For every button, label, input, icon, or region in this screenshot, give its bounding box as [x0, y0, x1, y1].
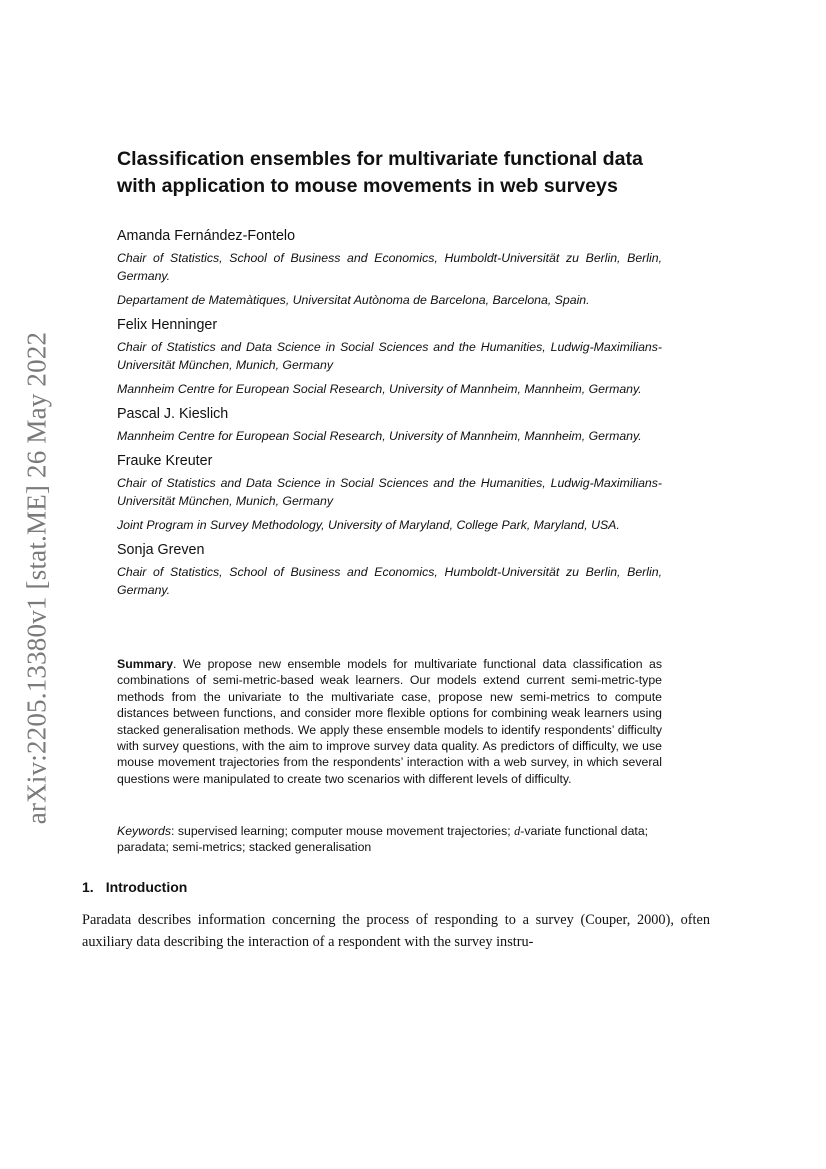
keywords-math-d: d [514, 824, 521, 838]
author-block [117, 451, 662, 534]
author-affiliation: Departament de Matemàtiques, Universitat Autònoma de Barcelona, Barcelona, Spain. [117, 293, 590, 307]
author-block [117, 404, 662, 445]
summary-text: . We propose new ensemble models for multivariate functional data classification as combinations of semi-metric-based weak learners. Our models extend current semi-metric-type methods from the univariate to the multivariate case, propose new semi-metrics to compute distances between functions, and consider more flexible options for combining weak learners using stacked generalisation methods. We apply these ensemble models to identify respondents’ difficulty with survey questions, with the aim to improve survey data quality. As predictors of difficulty, we use mouse movement trajectories from the respondents’ interaction with a web survey, in which several questions were manipulated to create two scenarios with different levels of difficulty. [117, 657, 662, 786]
section-number: 1. [82, 879, 94, 895]
section-heading-introduction [82, 879, 187, 895]
author-name: Frauke Kreuter [117, 453, 213, 469]
summary-label: Summary [117, 657, 174, 671]
author-affiliation: Chair of Statistics and Data Science in Social Sciences and the Humanities, Ludwig-Maximilians-Universität München, Munich, Germany [117, 340, 662, 372]
author-affiliation: Mannheim Centre for European Social Research, University of Mannheim, Mannheim, Germany. [117, 382, 642, 396]
author-affiliation: Chair of Statistics, School of Business and Economics, Humboldt-Universität zu Berlin, Berlin, Germany. [117, 565, 662, 597]
author-block [117, 540, 662, 599]
author-affiliation: Chair of Statistics, School of Business and Economics, Humboldt-Universität zu Berlin, Berlin, Germany. [117, 251, 662, 283]
keywords-text-start: : supervised learning; computer mouse movement trajectories; [171, 824, 515, 838]
author-name: Felix Henninger [117, 317, 218, 333]
section-title: Introduction [105, 879, 188, 895]
author-name: Amanda Fernández-Fontelo [117, 228, 296, 244]
keywords-text-end: -variate functional data; paradata; semi-metrics; stacked generalisation [117, 824, 649, 855]
introduction-paragraph: Paradata describes information concerning the process of responding to a survey (Couper, 2000), often auxiliary data describing the interaction of a respondent with the survey instru- [82, 912, 710, 950]
arxiv-identifier: arXiv:2205.13380v1 [stat.ME] 26 May 2022 [21, 331, 52, 825]
author-affiliation: Joint Program in Survey Methodology, University of Maryland, College Park, Maryland, USA. [117, 518, 620, 532]
author-block [117, 315, 662, 398]
author-affiliation: Mannheim Centre for European Social Research, University of Mannheim, Mannheim, Germany. [117, 429, 642, 443]
keywords-label: Keywords [117, 824, 171, 838]
author-list [117, 226, 662, 605]
title-line-1: Classification ensembles for multivariate functional data [117, 148, 643, 170]
author-affiliation: Chair of Statistics and Data Science in Social Sciences and the Humanities, Ludwig-Maximilians-Universität München, Munich, Germany [117, 476, 662, 508]
title-line-2: with application to mouse movements in web surveys [117, 175, 618, 197]
author-block [117, 226, 662, 309]
keywords [117, 823, 662, 856]
paper-title [117, 146, 677, 200]
abstract-summary [117, 656, 662, 787]
author-name: Pascal J. Kieslich [117, 406, 229, 422]
author-name: Sonja Greven [117, 542, 205, 558]
